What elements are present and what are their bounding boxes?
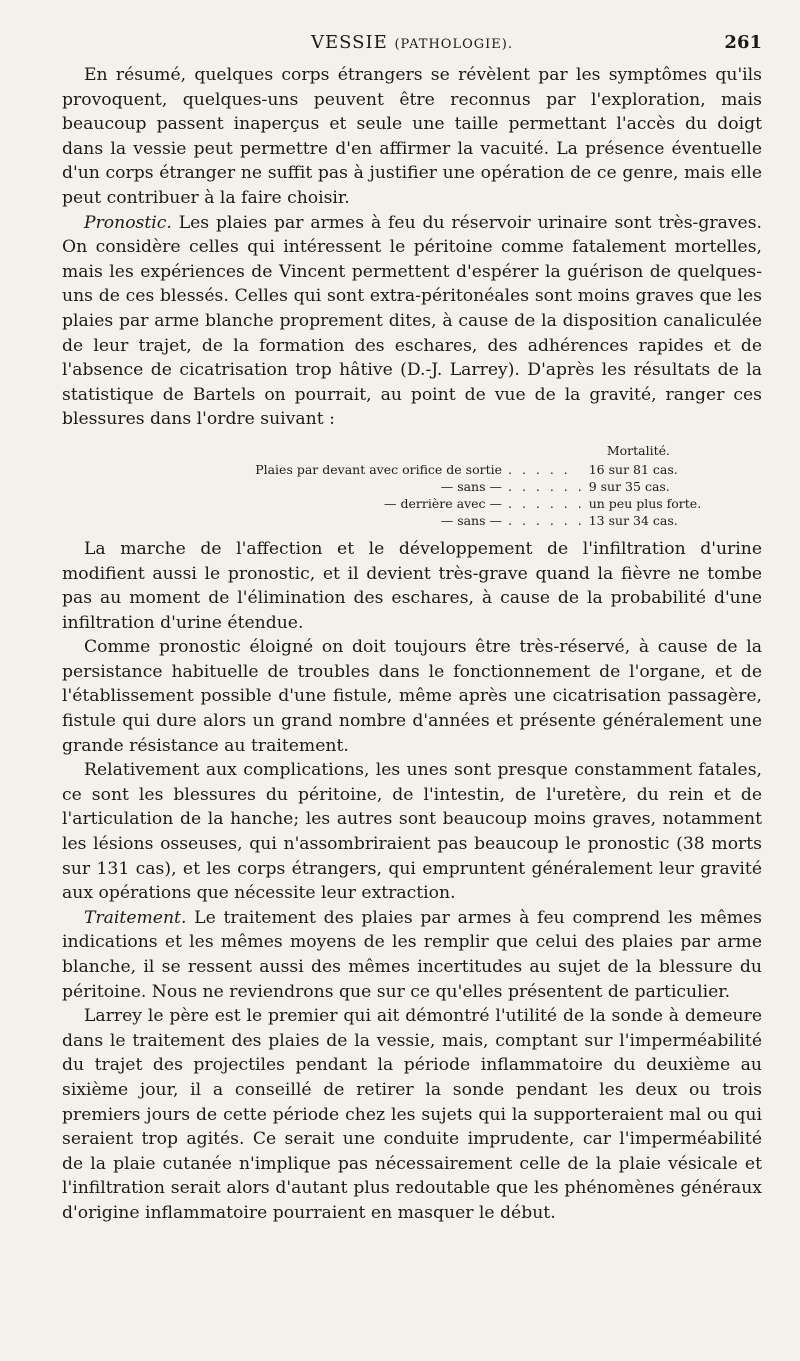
running-title-main: VESSIE: [311, 32, 388, 53]
section-heading-pronostic: Pronostic.: [84, 212, 172, 233]
row-label: Plaies par devant avec orifice de sortie: [255, 461, 502, 477]
paragraph-traitement: [62, 906, 762, 1004]
pronostic-text: Les plaies par armes à feu du réservoir urinaire sont très-graves. On considère celles qui intéressent le péritoine comme fatalement mortelles, mais les expériences de Vincent permettent d'espérer la guérison de quelques-uns de ces blessés. Celles qui sont extra-péritonéales sont moins graves que les plaies par arme blanche proprement dites, à cause de la disposition canaliculée de leur trajet, de la formation des eschares, des adhérences rapides et de l'absence de cicatrisation trop hâtive (D.-J. Larrey). D'après les résultats de la statistique de Bartels on pourrait, au point de vue de la gravité, ranger ces blessures dans l'ordre suivant :: [62, 212, 762, 430]
running-head: [62, 32, 762, 56]
row-label: — derrière avec —: [384, 495, 502, 511]
paragraph-resume: En résumé, quelques corps étrangers se révèlent par les symptômes qu'ils provoquent, quelques-uns peuvent être reconnus par l'exploration, mais beaucoup passent inaperçus et seule une taille permettant l'accès du doigt dans la vessie peut permettre d'en affirmer la vacuité. La présence éventuelle d'un corps étranger ne suffit pas à justifier une opération de ce genre, mais elle peut contribuer à la faire choisir.: [62, 65, 762, 208]
mortality-table: [62, 442, 762, 529]
row-value: 9 sur 35 cas.: [588, 478, 670, 494]
traitement-text: Le traitement des plaies par armes à feu comprend les mêmes indications et les mêmes moyens de les remplir que celui des plaies par arme blanche, il se ressent aussi des mêmes incertitudes au sujet de la blessure du péritoine. Nous ne reviendrons que sur ce qu'elles présentent de particulier.: [62, 907, 762, 1002]
paragraph-larrey: Larrey le père est le premier qui ait démontré l'utilité de la sonde à demeure dans le traitement des plaies de la vessie, mais, comptant sur l'imperméabilité du trajet des projectiles pendant la période inflammatoire du deuxième au sixième jour, il a conseillé de retirer la sonde pendant les deux ou trois premiers jours de cette période chez les sujets qui la supporteraient mal ou qui seraient trop agités. Ce serait une conduite imprudente, car l'imperméabilité de la plaie cutanée n'implique pas nécessairement celle de la plaie vésicale et l'infiltration serait alors d'autant plus redoutable que les phénomènes généraux d'origine inflammatoire pourraient en masquer le début.: [62, 1006, 762, 1223]
row-value: un peu plus forte.: [588, 495, 702, 511]
row-leader-dots: . . . . . .: [508, 495, 585, 511]
paragraph-pronostic-eloigne: Comme pronostic éloigné on doit toujours être très-réservé, à cause de la persistance habituelle de troubles dans le fonctionnement de l'organe, et de l'établissement possible d'une fistule, même après une cicatrisation passagère, fistule qui dure alors un grand nombre d'années et présente généralement une grande résistance au traitement.: [62, 637, 762, 756]
row-leader-dots: . . . . . .: [508, 478, 585, 494]
table-row: [157, 512, 701, 529]
table-row: [157, 495, 701, 512]
row-value: 13 sur 34 cas.: [588, 512, 678, 528]
table-row: [157, 478, 701, 495]
table-row: [157, 461, 701, 478]
page-number: 261: [724, 32, 762, 53]
row-value: 16 sur 81 cas.: [588, 461, 678, 477]
mortality-heading: Mortalité.: [606, 442, 670, 458]
row-leader-dots: . . . . . .: [508, 512, 585, 528]
mortality-rows: [157, 461, 701, 529]
paragraph-pronostic: [62, 211, 762, 432]
row-label: — sans —: [440, 478, 502, 494]
section-heading-traitement: Traitement.: [84, 907, 187, 928]
paragraph-complications: Relativement aux complications, les unes sont presque constamment fatales, ce sont les blessures du péritoine, de l'intestin, de l'uretère, du rein et de l'articulation de la hanche; les autres sont beaucoup moins graves, notamment les lésions osseuses, qui n'assombriraient pas beaucoup le pronostic (38 morts sur 131 cas), et les corps étrangers, qui empruntent généralement leur gravité aux opérations que nécessite leur extraction.: [62, 760, 762, 904]
row-label: — sans —: [440, 512, 502, 528]
running-title: [62, 32, 762, 53]
running-title-sub: (PATHOLOGIE).: [394, 37, 513, 52]
paragraph-marche: La marche de l'affection et le développement de l'infiltration d'urine modifient aussi le pronostic, et il devient très-grave quand la fièvre ne tombe pas au moment de l'élimination des eschares, à cause de la probabilité d'une infiltration d'urine étendue.: [62, 538, 762, 633]
body-text: [62, 63, 762, 1226]
row-leader-dots: . . . . .: [508, 461, 571, 477]
